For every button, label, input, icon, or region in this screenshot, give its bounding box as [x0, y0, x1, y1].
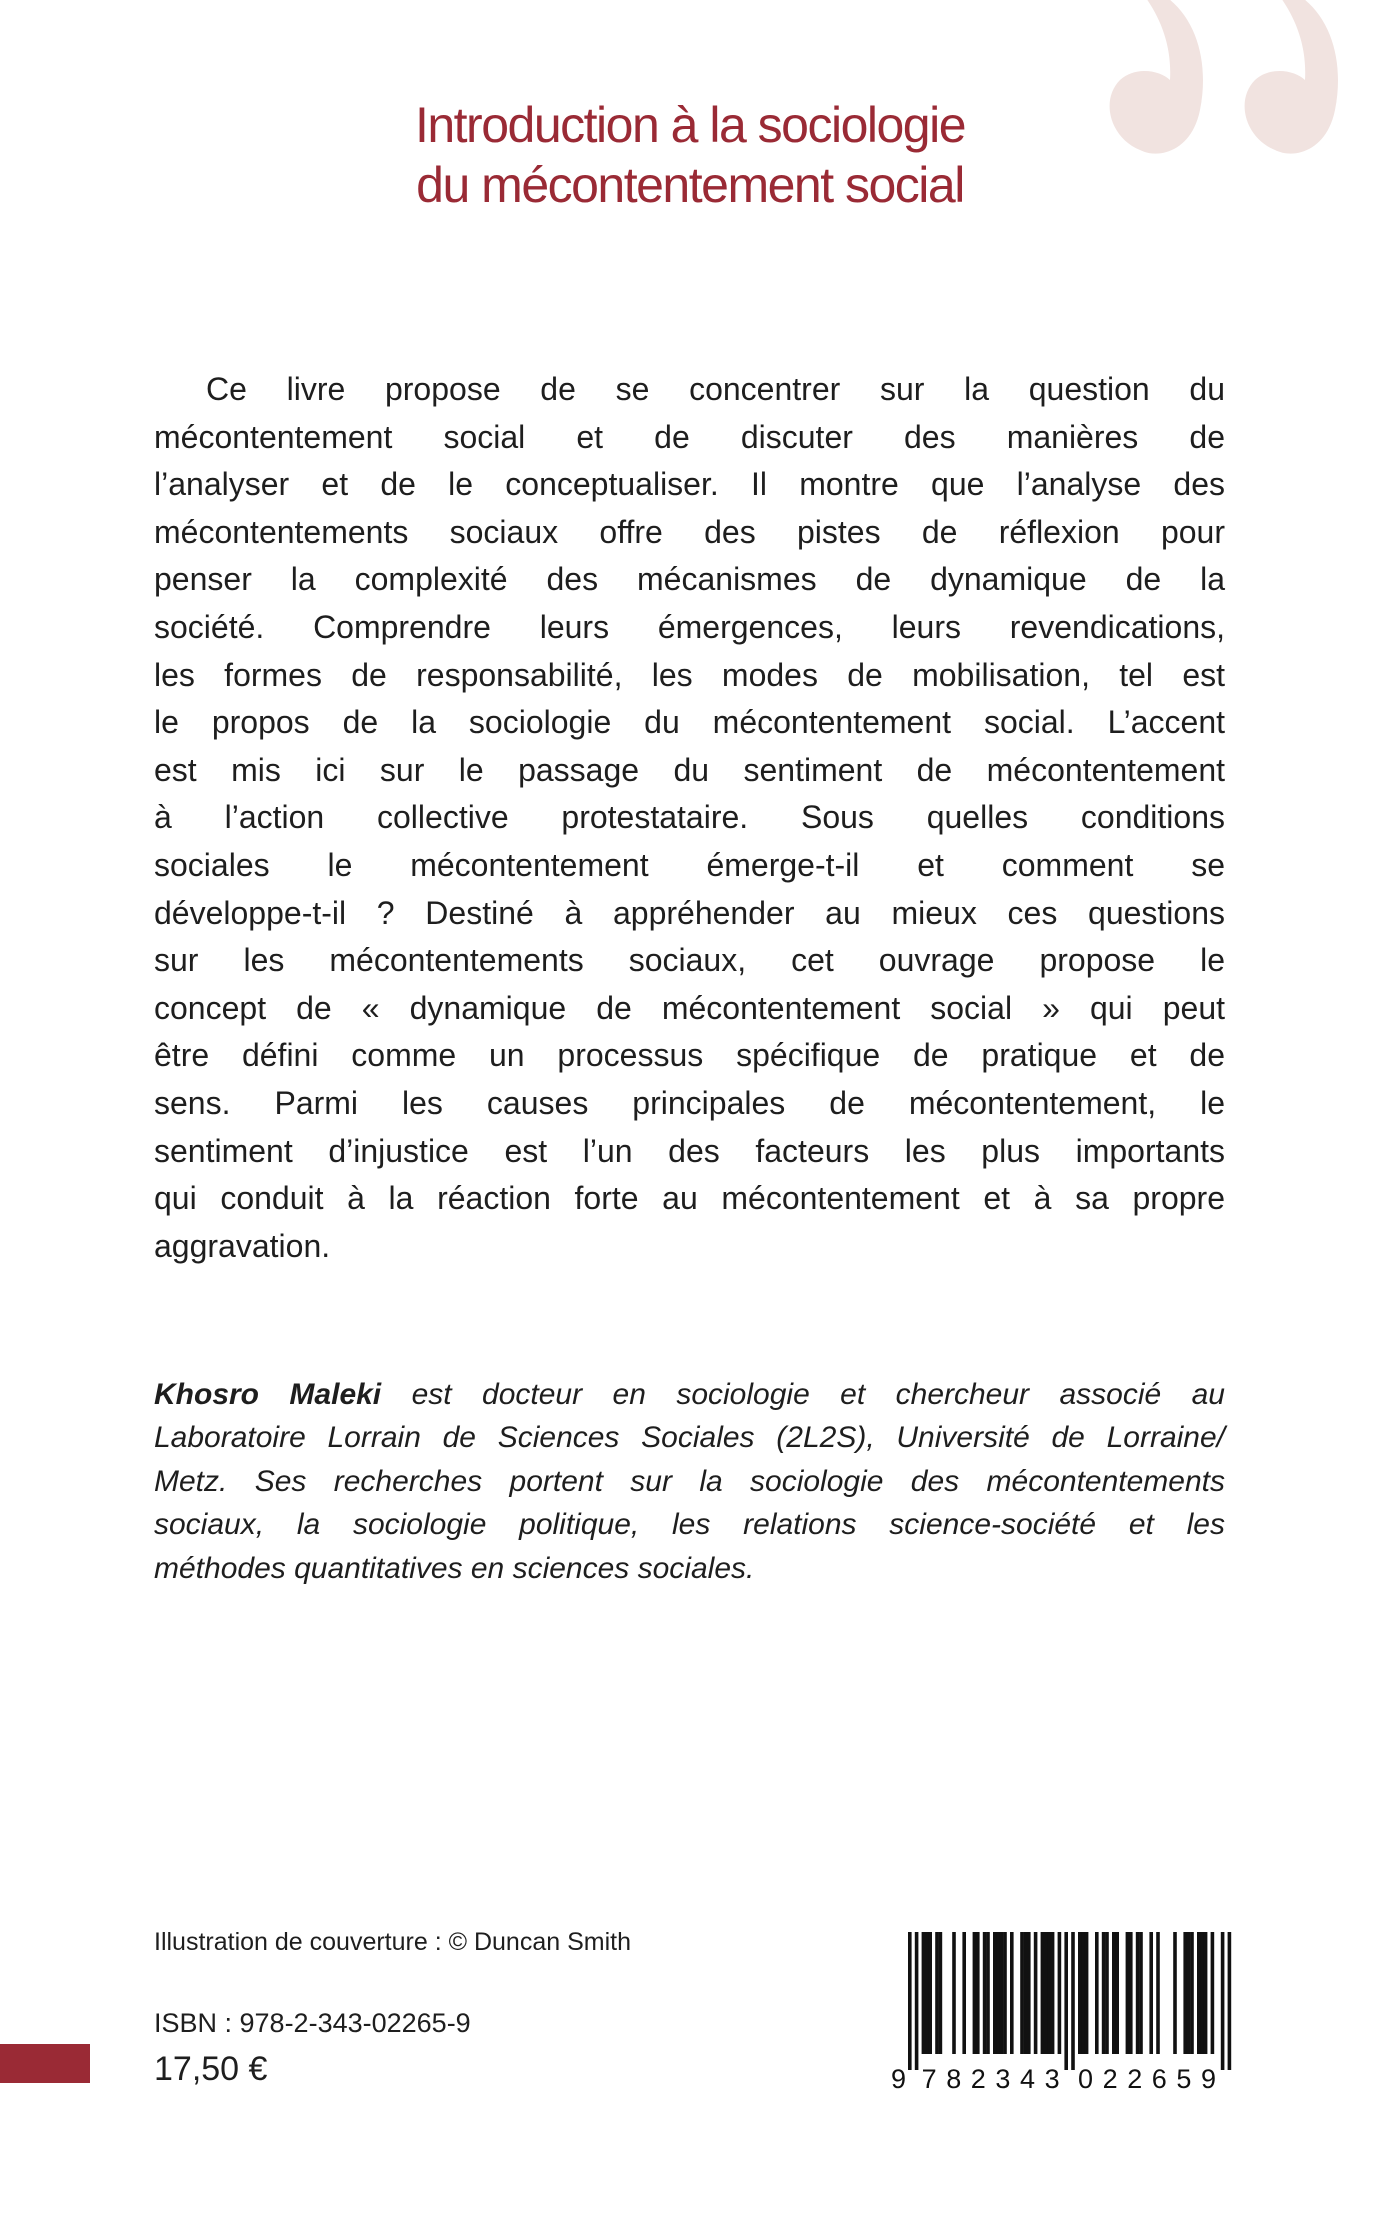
barcode-bar: [1071, 1932, 1075, 2070]
barcode-bar: [1221, 1932, 1225, 2070]
barcode-bar: [1149, 1932, 1153, 2054]
barcode-bar: [1183, 1932, 1187, 2054]
barcode-bar: [1115, 1932, 1119, 2054]
description-line: concept de « dynamique de mécontentement social » qui peut: [154, 989, 1225, 1026]
description-line: l’analyser et de le conceptualiser. Il montre que l’analyse des: [154, 466, 1225, 503]
barcode-bar: [1003, 1932, 1007, 2054]
barcode-bar: [939, 1932, 943, 2054]
barcode-bar: [1173, 1932, 1177, 2054]
description-line: aggravation.: [154, 1227, 331, 1264]
description-line: être défini comme un processus spécifique de pratique et de: [154, 1037, 1225, 1074]
barcode-bar: [1085, 1932, 1089, 2054]
author-bio-line: Laboratoire Lorrain de Sciences Sociales (2L2S), Université de Lorraine/: [154, 1421, 1225, 1455]
barcode-bar: [1187, 1932, 1191, 2054]
barcode-bar: [1211, 1932, 1215, 2054]
barcode-bar: [1024, 1932, 1028, 2054]
author-name: Khosro Maleki: [154, 1378, 382, 1411]
barcode-bar: [1136, 1932, 1140, 2054]
author-bio-line: Metz. Ses recherches portent sur la sociologie des mécontentements: [154, 1464, 1225, 1498]
barcode: [890, 1930, 1235, 2095]
barcode-bar: [952, 1932, 956, 2054]
barcode-bar: [1126, 1932, 1130, 2054]
author-bio-line: méthodes quantitatives en sciences sociales.: [154, 1551, 755, 1585]
author-bio-line: [154, 1373, 1225, 1416]
barcode-digits: 9: [891, 2064, 907, 2094]
isbn: ISBN : 978-2-343-02265-9: [154, 2008, 471, 2038]
barcode-bar: [1139, 1932, 1143, 2054]
barcode-bar: [1112, 1932, 1116, 2054]
book-title-line-1: Introduction à la sociologie: [414, 97, 966, 153]
barcode-bar: [1129, 1932, 1133, 2054]
barcode-bar: [1105, 1932, 1109, 2054]
author-bio-line: sociaux, la sociologie politique, les relations science-société et les: [154, 1508, 1225, 1542]
cover-illustration-credit: Illustration de couverture : © Duncan Smith: [154, 1928, 631, 1956]
barcode-digits: 782343: [921, 2064, 1060, 2094]
barcode-bar: [1190, 1932, 1194, 2054]
description-line: est mis ici sur le passage du sentiment de mécontentement: [154, 751, 1225, 788]
barcode-bar: [976, 1932, 980, 2054]
book-description: [154, 366, 1225, 1270]
barcode-bar: [1102, 1932, 1106, 2054]
author-bio-text: est docteur en sociologie et chercheur associé au: [381, 1378, 1225, 1411]
description-line: les formes de responsabilité, les modes de mobilisation, tel est: [154, 656, 1225, 693]
book-title-line-2: du mécontentement social: [416, 157, 964, 213]
description-line: le propos de la sociologie du mécontentement social. L’accent: [154, 704, 1225, 741]
barcode-bar: [1000, 1932, 1004, 2054]
barcode-bar: [962, 1932, 966, 2054]
barcode-bar: [993, 1932, 997, 2054]
description-line: mécontentements sociaux offre des pistes de réflexion pour: [154, 513, 1225, 550]
barcode-bar: [1064, 1932, 1068, 2070]
barcode-bar: [1204, 1932, 1208, 2054]
barcode-bar: [1228, 1932, 1232, 2070]
barcode-bar: [996, 1932, 1000, 2054]
description-line: penser la complexité des mécanismes de dynamique de la: [154, 561, 1225, 598]
barcode-bar: [1197, 1932, 1201, 2054]
barcode-bar: [925, 1932, 929, 2054]
barcode-bar: [1010, 1932, 1014, 2054]
barcode-bar: [1095, 1932, 1099, 2054]
description-line: sociales le mécontentement émerge-t-il et comment se: [154, 846, 1225, 883]
barcode-bar: [908, 1932, 912, 2070]
barcode-bar: [922, 1932, 926, 2054]
barcode-bar: [1081, 1932, 1085, 2054]
description-line: sens. Parmi les causes principales de mécontentement, le: [154, 1084, 1225, 1121]
barcode-bar: [1020, 1932, 1024, 2054]
barcode-bar: [1044, 1932, 1048, 2054]
barcode-bar: [928, 1932, 932, 2054]
description-line: mécontentement social et de discuter des manières de: [154, 418, 1225, 455]
barcode-bar: [1058, 1932, 1062, 2054]
barcode-bar: [1047, 1932, 1051, 2054]
description-line: société. Comprendre leurs émergences, leurs revendications,: [154, 608, 1225, 645]
barcode-bar: [915, 1932, 919, 2070]
barcode-bar: [1034, 1932, 1038, 2054]
description-line: qui conduit à la réaction forte au mécontentement et à sa propre: [154, 1180, 1225, 1217]
barcode-bar: [1051, 1932, 1055, 2054]
price: 17,50 €: [154, 2050, 268, 2088]
description-line: sentiment d’injustice est l’un des facteurs les plus importants: [154, 1132, 1225, 1169]
barcode-bar: [1027, 1932, 1031, 2054]
author-bio: [154, 1373, 1225, 1590]
barcode-bar: [973, 1932, 977, 2054]
barcode-bar: [1200, 1932, 1204, 2054]
barcode-bar: [1041, 1932, 1045, 2054]
barcode-bar: [1078, 1932, 1082, 2054]
description-line: développe-t-il ? Destiné à appréhender au mieux ces questions: [154, 894, 1225, 931]
barcode-bar: [935, 1932, 939, 2054]
description-line: sur les mécontentements sociaux, cet ouvrage propose le: [154, 942, 1225, 979]
accent-bar: [0, 2044, 90, 2083]
barcode-digits: 022659: [1078, 2064, 1216, 2094]
barcode-bar: [1156, 1932, 1160, 2054]
barcode-bar: [986, 1932, 990, 2054]
barcode-bar: [983, 1932, 987, 2054]
description-line: à l’action collective protestataire. Sous quelles conditions: [154, 799, 1225, 836]
description-line: Ce livre propose de se concentrer sur la question du: [206, 371, 1225, 407]
